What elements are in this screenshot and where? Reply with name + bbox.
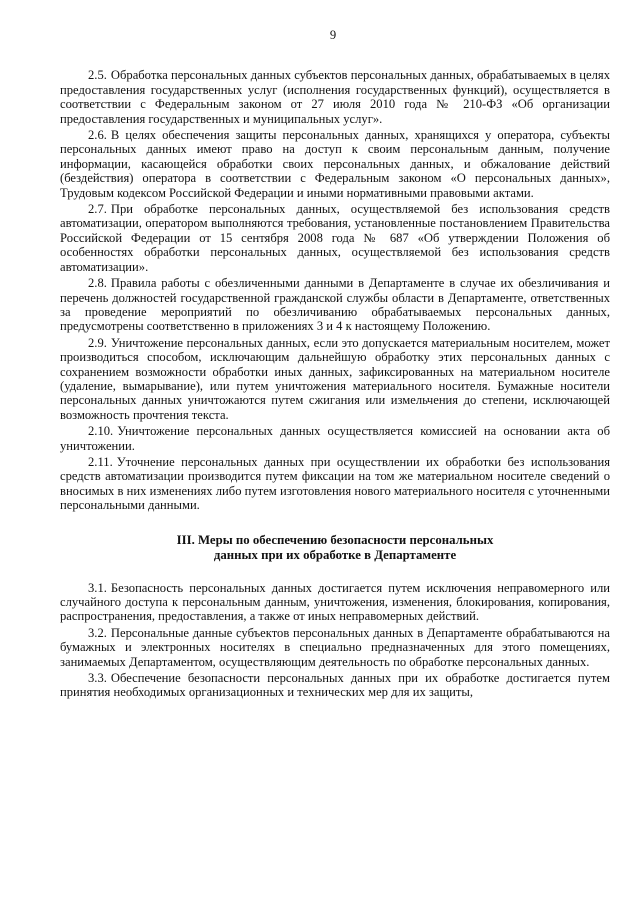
paragraph-number: 2.7. — [88, 202, 107, 217]
paragraph-number: 2.11. — [88, 454, 113, 469]
paragraph-3-3 — [60, 671, 610, 700]
paragraph-text: При обработке персональных данных, осуществляемой без использования средств автоматизации, оператором выполняются требования, установленные постановлением Правительства Российской Федерации от 15 сентября 2008 года № 687 «Об утверждении Положения об особенностях обработки персональных данных, осуществляемой без использования средств автоматизации». — [60, 202, 610, 274]
paragraph-3-2 — [60, 626, 610, 669]
paragraph-text: Уничтожение персональных данных, если это допускается материальным носителем, может производиться способом, исключающим дальнейшую обработку этих персональных данных с сохранением возможности обработки иных данных, зафиксированных на материальном носителе (удаление, вымарывание), или путем уничтожения материального носителя. Бумажные носители персональных данных уничтожаются путем сжигания или измельчения до степени, исключающей возможность прочтения текста. — [60, 335, 610, 422]
section-heading-line-1: III. Меры по обеспечению безопасности персональных — [176, 532, 494, 547]
section-heading-line-2: данных при их обработке в Департаменте — [213, 547, 457, 562]
paragraph-number: 2.9. — [88, 335, 107, 350]
paragraph-number: 2.10. — [88, 424, 114, 439]
paragraph-3-1 — [60, 581, 610, 624]
paragraph-number: 3.2. — [88, 625, 107, 640]
paragraph-text: Безопасность персональных данных достигается путем исключения неправомерного или случайного доступа к персональным данным, уничтожения, изменения, блокирования, копирования, распространения, предоставления, а также от иных неправомерных действий. — [60, 580, 610, 624]
paragraph-text: В целях обеспечения защиты персональных данных, хранящихся у оператора, субъекты персональных данных имеют право на доступ к своим персональным данным, получение информации, касающейся обработки своих персональных данных, и обжалование действий (бездействия) оператора в соответствии с Федеральным законом «О персональных данных», Трудовым кодексом Российской Федерации и иными нормативными правовыми актами. — [60, 128, 610, 200]
section-heading — [60, 533, 610, 563]
paragraph-number: 3.3. — [88, 671, 107, 686]
document-page — [60, 28, 610, 898]
paragraph-number: 2.6. — [88, 128, 107, 143]
paragraph-text: Обеспечение безопасности персональных данных при их обработке достигается путем принятия необходимых организационных и технических мер для их защиты, — [60, 671, 610, 700]
paragraph-2-6 — [60, 128, 610, 200]
paragraph-number: 3.1. — [88, 580, 107, 595]
paragraph-2-8 — [60, 276, 610, 334]
paragraph-number: 2.8. — [88, 276, 107, 291]
paragraph-text: Правила работы с обезличенными данными в Департаменте в случае их обезличивания и перечень должностей государственной гражданской службы области в Департаменте, ответственных за проведение мероприятий по обезличиванию обрабатываемых персональных данных, предусмотрены соответственно в приложениях 3 и 4 к настоящему Положению. — [60, 276, 610, 334]
paragraph-2-9 — [60, 336, 610, 422]
paragraph-2-11 — [60, 455, 610, 513]
paragraph-number: 2.5. — [88, 68, 107, 83]
paragraph-2-10 — [60, 424, 610, 453]
page-number: 9 — [329, 28, 337, 42]
paragraph-text: Уточнение персональных данных при осуществлении их обработки без использования средств автоматизации производится путем фиксации на том же материальном носителе сведений о вносимых в них изменениях либо путем изготовления нового материального носителя с уточненными персональными данными. — [60, 454, 610, 513]
paragraph-2-5 — [60, 68, 610, 126]
paragraph-text: Персональные данные субъектов персональных данных в Департаменте обрабатываются на бумажных и электронных носителях в специально предназначенных для этого помещениях, занимаемых Департаментом, осуществляющим деятельность по обработке персональных данных. — [60, 625, 610, 669]
paragraph-text: Обработка персональных данных субъектов персональных данных, обрабатываемых в целях предоставления государственных услуг (исполнения государственных функций), осуществляется в соответствии с Федеральным законом от 27 июля 2010 года № 210-ФЗ «Об организации предоставления государственных и муниципальных услуг». — [60, 68, 610, 126]
paragraph-text: Уничтожение персональных данных осуществляется комиссией на основании акта об уничтожении. — [60, 424, 610, 453]
paragraph-2-7 — [60, 202, 610, 274]
